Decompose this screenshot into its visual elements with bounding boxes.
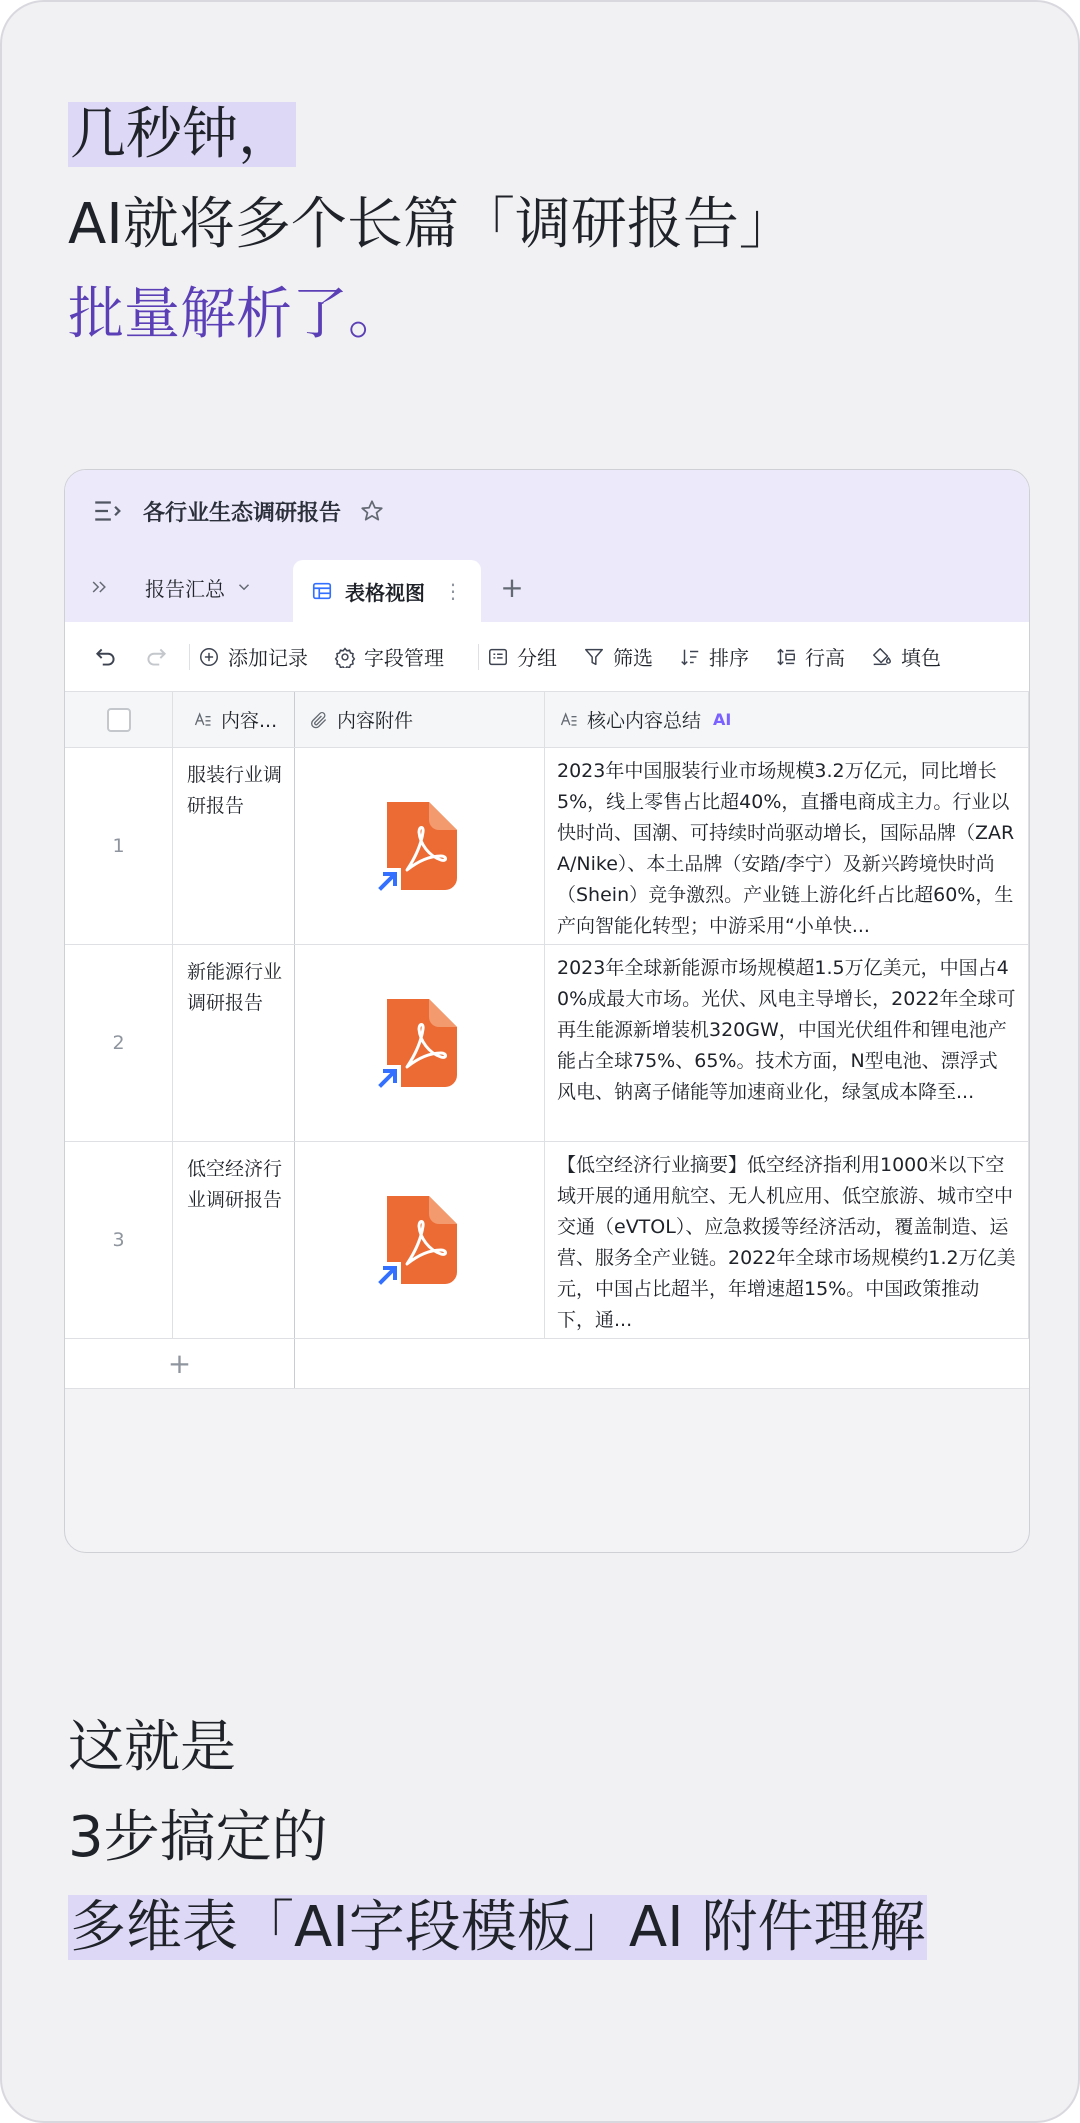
pdf-file-icon[interactable] (377, 995, 463, 1091)
chevron-down-icon (235, 578, 253, 596)
group-icon (487, 646, 509, 668)
data-table (65, 692, 1029, 1389)
headline (68, 90, 795, 360)
bottom-caption (68, 1703, 927, 1973)
add-row (65, 1339, 1029, 1389)
table-row[interactable] (65, 945, 1029, 1142)
row-title[interactable]: 服装行业调研报告 (173, 748, 295, 944)
title-bar (65, 470, 1029, 552)
pdf-file-icon[interactable] (377, 1192, 463, 1288)
column-header-attachment[interactable]: 内容附件 (295, 692, 545, 747)
attachment-cell[interactable] (295, 1142, 545, 1338)
ai-badge: AI (713, 710, 732, 729)
redo-icon[interactable] (143, 644, 169, 670)
row-index: 3 (65, 1142, 173, 1338)
row-index: 2 (65, 945, 173, 1141)
headline-line-1: 几秒钟， (70, 102, 294, 167)
summary-text: 2023年全球新能源市场规模超1.5万亿美元，中国占40%成最大市场。光伏、风电主导增长，2022年全球可再生能源新增装机320GW，中国光伏组件和锂电池产能占全球75%、65%。技术方面，N型电池、漂浮式风电、钠离子储能等加速商业化，绿氢成本降至... (557, 957, 1016, 1103)
app-window (64, 469, 1030, 1553)
text-field-icon (559, 710, 579, 730)
tab-label: 表格视图 (345, 580, 425, 605)
table-row[interactable] (65, 748, 1029, 945)
sidebar-toggle-icon[interactable] (91, 494, 125, 528)
add-record-button[interactable]: 添加记录 (198, 642, 308, 671)
grid-view-icon (311, 580, 333, 602)
filter-button[interactable]: 筛选 (583, 642, 653, 671)
tab-report-summary[interactable] (133, 552, 293, 622)
summary-cell[interactable] (545, 748, 1029, 944)
caption-line-3: 多维表「AI字段模板」AI 附件理解 (70, 1895, 926, 1960)
header-select-all (65, 692, 173, 747)
text-field-icon (193, 710, 213, 730)
expand-tabs-icon[interactable] (65, 552, 133, 622)
paint-bucket-icon (871, 646, 893, 668)
plus-circle-icon (198, 646, 220, 668)
base-title: 各行业生态调研报告 (143, 500, 342, 526)
field-manage-button[interactable]: 字段管理 (334, 642, 444, 671)
attachment-cell[interactable] (295, 945, 545, 1141)
summary-text: 【低空经济行业摘要】低空经济指利用1000米以下空域开展的通用航空、无人机应用、低空旅游、城市空中交通（eVTOL）、应急救援等经济活动，覆盖制造、运营、服务全产业链。2022年全球市场规模约1.2万亿美元，中国占比超半，年增速超15%。中国政策推动下，通... (557, 1154, 1016, 1331)
toolbar (65, 622, 1029, 692)
row-title[interactable]: 低空经济行业调研报告 (173, 1142, 295, 1338)
column-header-summary[interactable]: 核心内容总结 AI (545, 692, 1029, 747)
more-options-icon[interactable]: ⋮ (443, 579, 463, 603)
paperclip-icon (309, 710, 329, 730)
attachment-cell[interactable] (295, 748, 545, 944)
row-height-button[interactable]: 行高 (775, 642, 845, 671)
undo-icon[interactable] (93, 644, 119, 670)
summary-cell[interactable] (545, 945, 1029, 1141)
star-icon[interactable] (359, 498, 385, 524)
filter-icon (583, 646, 605, 668)
headline-line-2: AI就将多个长篇「调研报告」 (68, 192, 795, 257)
sort-button[interactable]: 排序 (679, 642, 749, 671)
gear-icon (334, 646, 356, 668)
caption-line-2: 3步搞定的 (68, 1805, 328, 1870)
tab-grid-view[interactable] (293, 560, 481, 622)
pdf-file-icon[interactable] (377, 798, 463, 894)
add-row-button[interactable]: + (65, 1339, 295, 1388)
group-button[interactable]: 分组 (487, 642, 557, 671)
select-all-checkbox[interactable] (107, 708, 131, 732)
tab-label: 报告汇总 (145, 576, 225, 601)
fill-color-button[interactable]: 填色 (871, 642, 941, 671)
divider (478, 644, 479, 670)
table-header (65, 692, 1029, 748)
row-title[interactable]: 新能源行业调研报告 (173, 945, 295, 1141)
headline-line-3: 批量解析了。 (68, 282, 404, 347)
column-header-content[interactable]: 内容... (173, 692, 295, 747)
row-height-icon (775, 646, 797, 668)
caption-line-1: 这就是 (68, 1715, 236, 1780)
sort-icon (679, 646, 701, 668)
summary-cell[interactable] (545, 1142, 1029, 1338)
add-view-button[interactable]: + (500, 570, 524, 604)
divider (189, 644, 190, 670)
tab-bar (65, 552, 1029, 622)
summary-text: 2023年中国服装行业市场规模3.2万亿元，同比增长5%，线上零售占比超40%，直播电商成主力。行业以快时尚、国潮、可持续时尚驱动增长，国际品牌（ZARA/Nike）、本土品牌（安踏/李宁）及新兴跨境快时尚（Shein）竞争激烈。产业链上游化纤占比超60%，生产向智能化转型；中游采用“小单快... (557, 760, 1015, 937)
table-row[interactable] (65, 1142, 1029, 1339)
row-index: 1 (65, 748, 173, 944)
